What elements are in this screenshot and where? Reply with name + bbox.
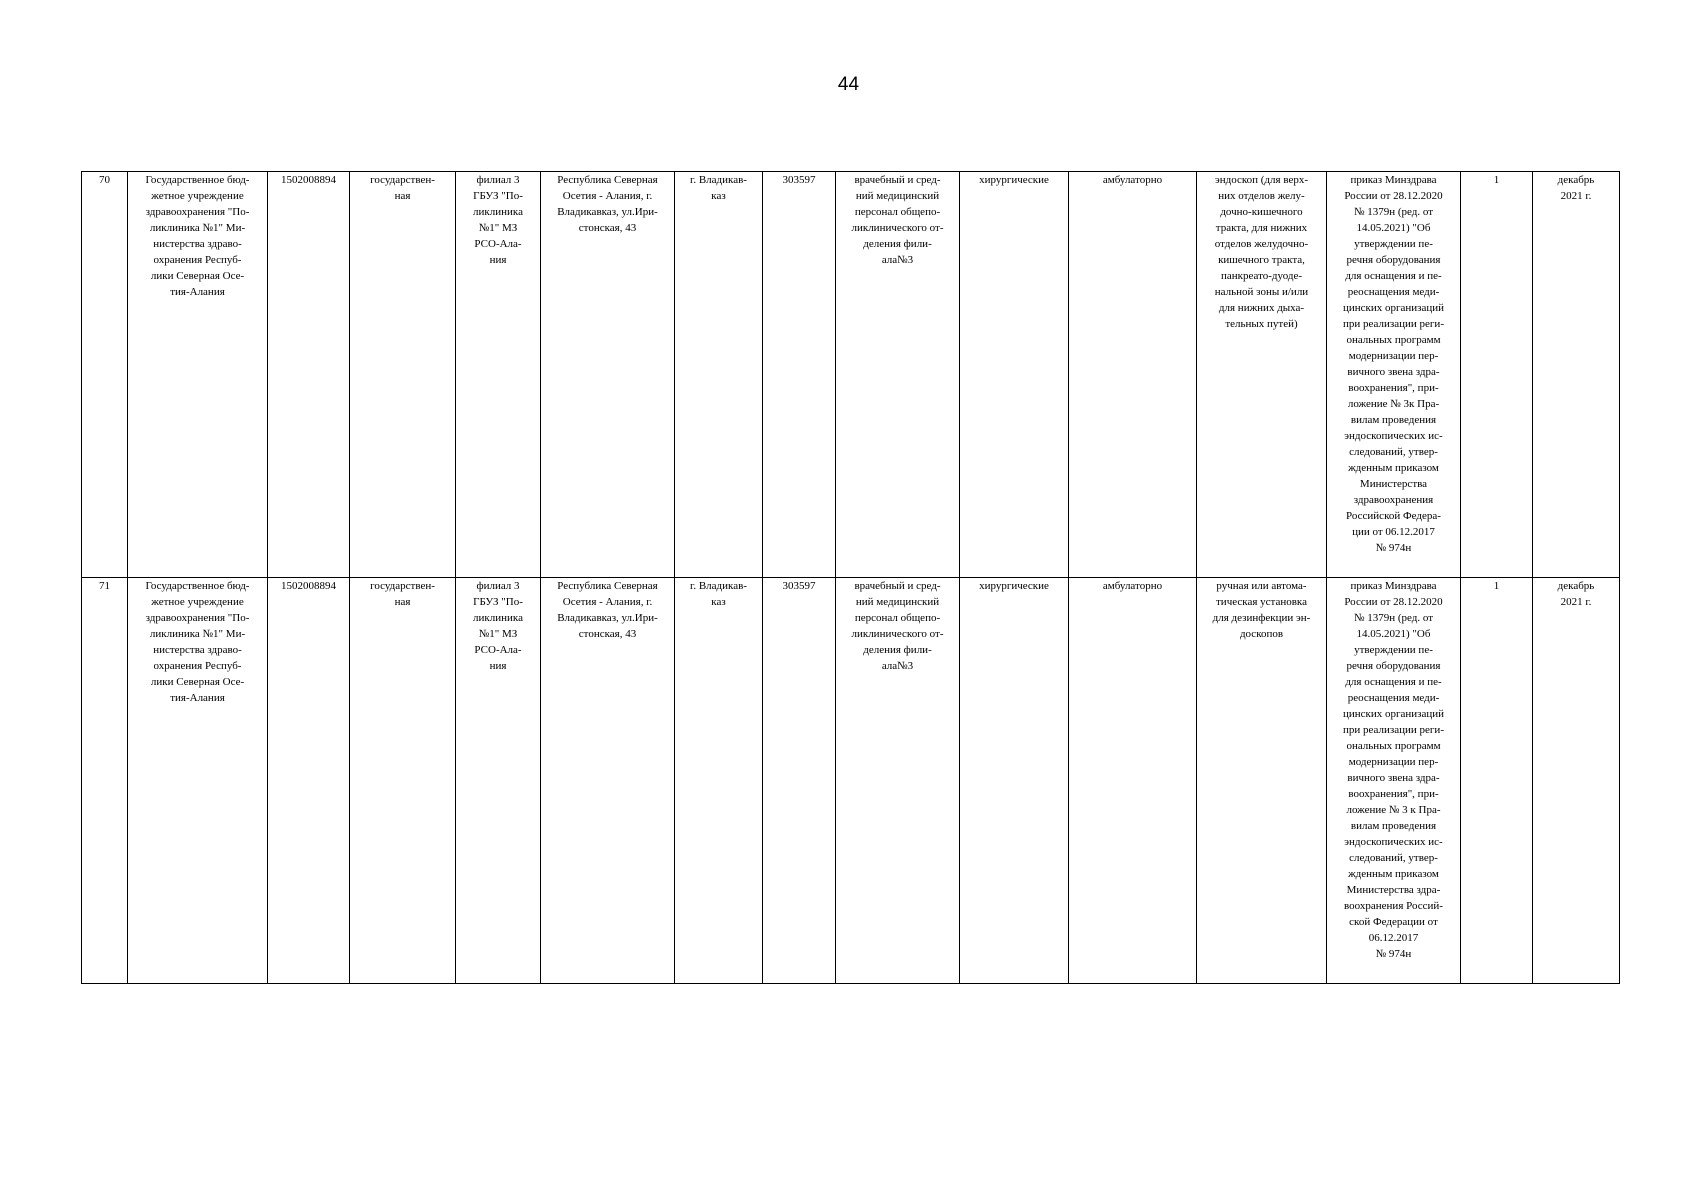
cell-code: 303597 xyxy=(763,578,836,984)
cell-quantity: 1 xyxy=(1461,578,1533,984)
cell-ownership: государствен- ная xyxy=(350,578,456,984)
cell-city: г. Владикав- каз xyxy=(675,578,763,984)
cell-number: 70 xyxy=(82,172,128,578)
cell-profile: хирургические xyxy=(960,578,1069,984)
cell-number: 71 xyxy=(82,578,128,984)
cell-date: декабрь 2021 г. xyxy=(1533,172,1620,578)
registry-table xyxy=(81,171,1620,984)
cell-profile: хирургические xyxy=(960,172,1069,578)
cell-basis: приказ Минздрава России от 28.12.2020 № 1379н (ред. от 14.05.2021) "Об утверждении пе- речня оборудования для оснащения и пе- реоснащения меди- цинских организаций при реализации реги- ональных программ модернизации пер- вичного звена здра- воохранения", при- ложение № 3 к Пра- вилам проведения эндоскопических ис- следований, утвер- жденным приказом Министерства здра- воохранения Россий- ской Федерации от 06.12.2017 № 974н xyxy=(1327,578,1461,984)
table-row xyxy=(82,172,1620,578)
cell-staff: врачебный и сред- ний медицинский персонал общепо- ликлинического от- деления фили- ала№3 xyxy=(836,578,960,984)
cell-address: Республика Северная Осетия - Алания, г. Владикавказ, ул.Ири- стонская, 43 xyxy=(541,578,675,984)
table-row xyxy=(82,578,1620,984)
cell-inn: 1502008894 xyxy=(268,172,350,578)
cell-basis: приказ Минздрава России от 28.12.2020 № 1379н (ред. от 14.05.2021) "Об утверждении пе- речня оборудования для оснащения и пе- реоснащения меди- цинских организаций при реализации реги- ональных программ модернизации пер- вичного звена здра- воохранения", при- ложение № 3к Пра- вилам проведения эндоскопических ис- следований, утвер- жденным приказом Министерства здравоохранения Российской Федера- ции от 06.12.2017 № 974н xyxy=(1327,172,1461,578)
cell-care-type: амбулаторно xyxy=(1069,172,1197,578)
cell-quantity: 1 xyxy=(1461,172,1533,578)
cell-code: 303597 xyxy=(763,172,836,578)
cell-branch: филиал 3 ГБУЗ "По- ликлиника №1" МЗ РСО-Ала- ния xyxy=(456,578,541,984)
cell-date: декабрь 2021 г. xyxy=(1533,578,1620,984)
cell-city: г. Владикав- каз xyxy=(675,172,763,578)
cell-inn: 1502008894 xyxy=(268,578,350,984)
cell-equipment: ручная или автома- тическая установка для дезинфекции эн- доскопов xyxy=(1197,578,1327,984)
cell-organization: Государственное бюд- жетное учреждение здравоохранения "По- ликлиника №1" Ми- нистерства здраво- охранения Респуб- лики Северная Осе- тия-Алания xyxy=(128,578,268,984)
page-number: 44 xyxy=(837,74,860,95)
cell-organization: Государственное бюд- жетное учреждение здравоохранения "По- ликлиника №1" Ми- нистерства здраво- охранения Респуб- лики Северная Осе- тия-Алания xyxy=(128,172,268,578)
cell-care-type: амбулаторно xyxy=(1069,578,1197,984)
cell-branch: филиал 3 ГБУЗ "По- ликлиника №1" МЗ РСО-Ала- ния xyxy=(456,172,541,578)
cell-staff: врачебный и сред- ний медицинский персонал общепо- ликлинического от- деления фили- ала№3 xyxy=(836,172,960,578)
cell-address: Республика Северная Осетия - Алания, г. Владикавказ, ул.Ири- стонская, 43 xyxy=(541,172,675,578)
cell-ownership: государствен- ная xyxy=(350,172,456,578)
cell-equipment: эндоскоп (для верх- них отделов желу- дочно-кишечного тракта, для нижних отделов желудочно- кишечного тракта, панкреато-дуоде- нальной зоны и/или для нижних дыха- тельных путей) xyxy=(1197,172,1327,578)
